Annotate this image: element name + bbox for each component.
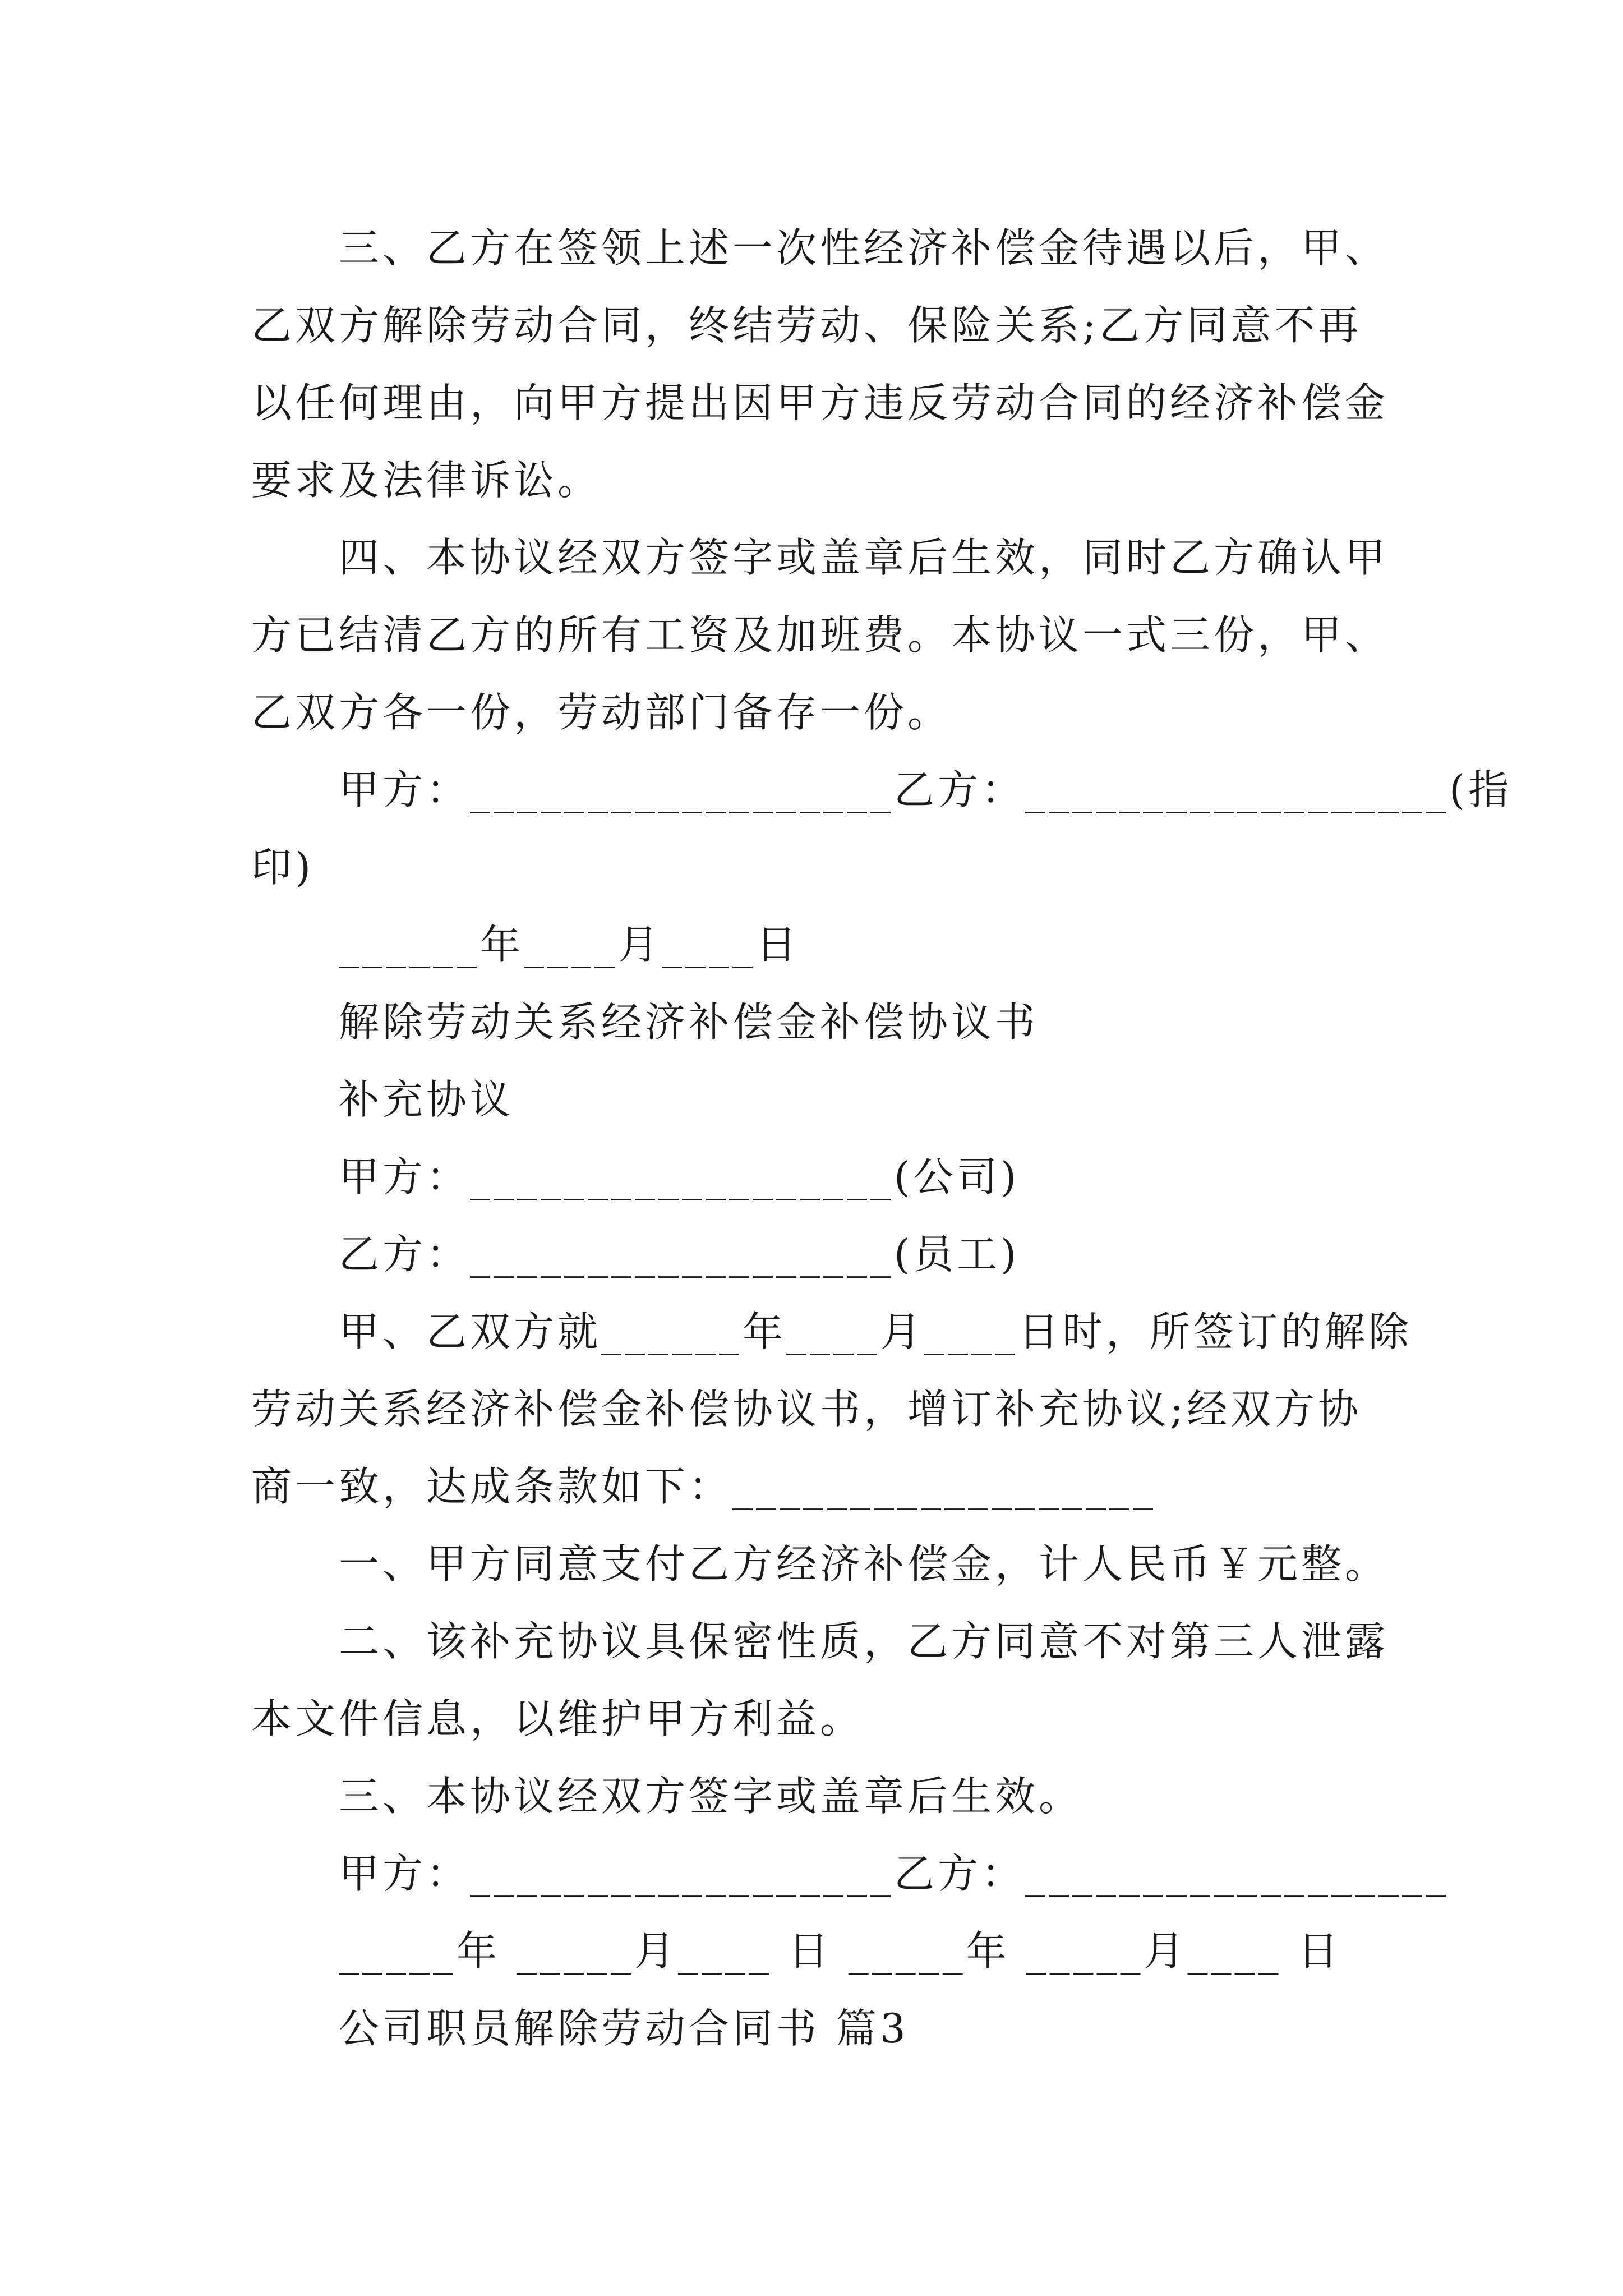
date-line-1: ______年____月____日 <box>339 921 800 968</box>
clause-2-line-1: 二、该补充协议具保密性质，乙方同意不对第三人泄露 <box>339 1618 1389 1665</box>
section3-line-4: 要求及法律诉讼。 <box>251 457 602 504</box>
date-line-2: _____年 _____月____ 日 _____年 _____月____ 日 <box>339 1927 1342 1975</box>
intro-line-2: 劳动关系经济补偿金补偿协议书，增订补充协议;经双方协 <box>251 1386 1362 1433</box>
intro-line-1: 甲、乙双方就______年____月____日时，所签订的解除 <box>339 1308 1413 1355</box>
supplement-title: 解除劳动关系经济补偿金补偿协议书 <box>339 999 1039 1046</box>
next-section-heading: 公司职员解除劳动合同书 篇3 <box>339 2005 909 2052</box>
supplement-subtitle: 补充协议 <box>339 1076 514 1123</box>
clause-1: 一、甲方同意支付乙方经济补偿金，计人民币￥元整。 <box>339 1540 1389 1588</box>
signature-line-1: 甲方：__________________乙方：__________________(指 <box>339 766 1513 813</box>
signature-line-2: 印) <box>251 844 315 891</box>
intro-line-3: 商一致，达成条款如下：__________________ <box>251 1463 1157 1510</box>
section4-line-1: 四、本协议经双方签字或盖章后生效，同时乙方确认甲 <box>339 534 1389 581</box>
section3-line-1: 三、乙方在签领上述一次性经济补偿金待遇以后，甲、 <box>339 224 1389 272</box>
section4-line-2: 方已结清乙方的所有工资及加班费。本协议一式三份，甲、 <box>251 611 1389 659</box>
signature-line-3: 甲方：__________________乙方：__________________ <box>339 1850 1450 1897</box>
clause-2-line-2: 本文件信息，以维护甲方利益。 <box>251 1695 864 1742</box>
clause-3: 三、本协议经双方签字或盖章后生效。 <box>339 1773 1083 1820</box>
party-a-line: 甲方：__________________(公司) <box>339 1153 1020 1200</box>
party-b-line: 乙方：__________________(员工) <box>339 1231 1020 1278</box>
section3-line-3: 以任何理由，向甲方提出因甲方违反劳动合同的经济补偿金 <box>251 379 1389 426</box>
section4-line-3: 乙双方各一份，劳动部门备存一份。 <box>251 689 952 736</box>
section3-line-2: 乙双方解除劳动合同，终结劳动、保险关系;乙方同意不再 <box>251 302 1362 349</box>
